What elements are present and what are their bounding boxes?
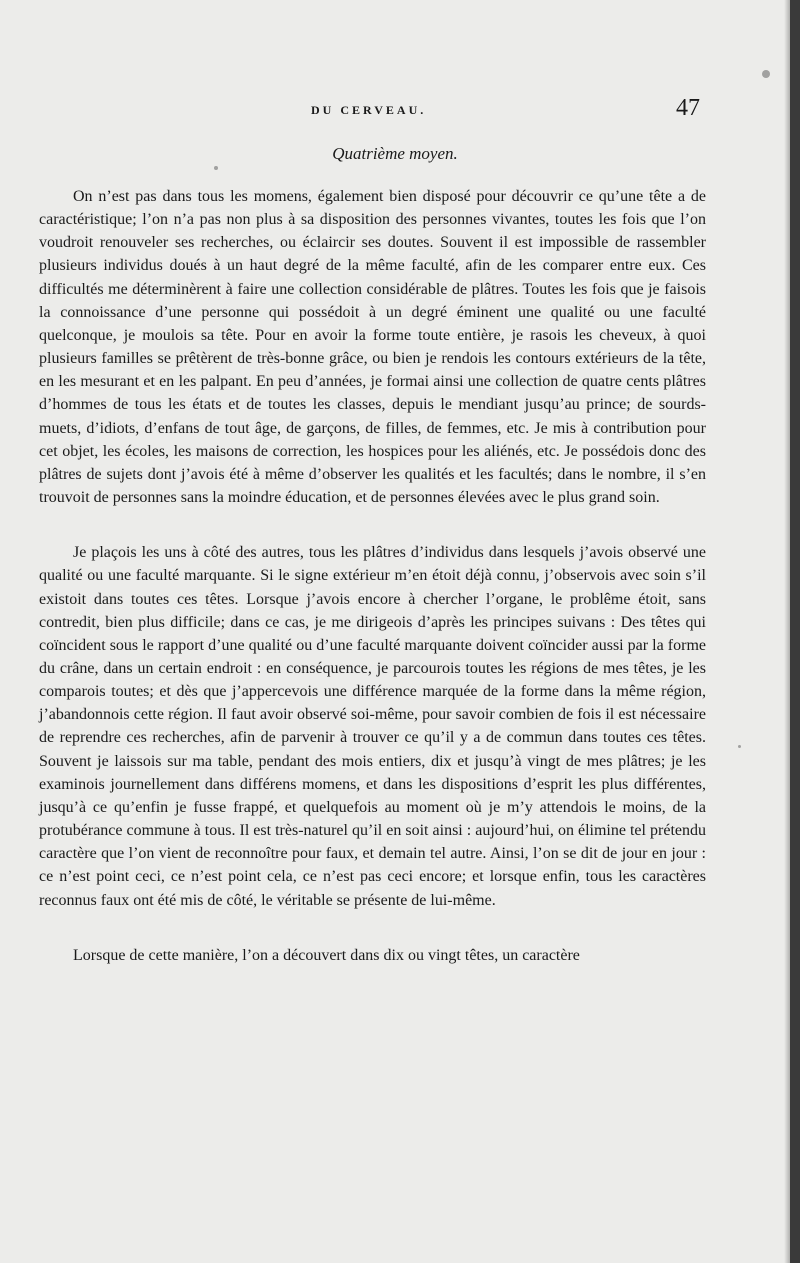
paper-speck bbox=[214, 166, 218, 170]
page-edge-shadow bbox=[790, 0, 800, 1263]
paragraph: On n’est pas dans tous les momens, également bien disposé pour découvrir ce qu’une tête a de caractéristique; l’on n’a pas non plus à sa disposition des personnes vivantes, toutes les fois que l’on voudroit renouveler ses recherches, ou éclaircir ses doutes. Souvent il est impossible de rassembler plusieurs individus doués à un haut degré de la même faculté, afin de les comparer entre eux. Ces difficultés me déterminèrent à faire une collection considérable de plâtres. Toutes les fois que je faisois la connoissance d’une personne qui possédoit à un degré éminent une qualité ou une faculté quelconque, je moulois sa tête. Pour en avoir la forme toute entière, je rasois les cheveux, à quoi plusieurs familles se prêtèrent de très-bonne grâce, ou bien je rendois les contours extérieurs de la tête, en les mesurant et en les palpant. En peu d’années, je formai ainsi une collection de quatre cents plâtres d’hommes de tous les états et de toutes les classes, depuis le mendiant jusqu’au prince; de sourds-muets, d’idiots, d’enfans de tout âge, de garçons, de filles, de femmes, etc. Je mis à contribution pour cet objet, les écoles, les maisons de correction, les hospices pour les aliénés, etc. Je possédois donc des plâtres de sujets dont j’avois été à même d’observer les qualités et les facultés; dans le nombre, il s’en trouvoit de personnes sans la moindre éducation, et de personnes élevées avec le plus grand soin. bbox=[39, 188, 706, 507]
paragraph: Lorsque de cette manière, l’on a découvert dans dix ou vingt têtes, un caractère bbox=[73, 946, 580, 964]
paragraph: Je plaçois les uns à côté des autres, tous les plâtres d’individus dans lesquels j’avois observé une qualité ou une faculté marquante. Si le signe extérieur m’en étoit déjà connu, j’observois avec soin s’il existoit dans toutes ces têtes. Lorsque j’avois encore à chercher l’organe, le problême étoit, sans contredit, bien plus difficile; dans ce cas, je me dirigeois d’après les principes suivans : Des têtes qui coïncident sous le rapport d’une qualité ou d’une faculté marquante doivent coïncider aussi par la forme du crâne, dans un certain endroit : en conséquence, je parcourois toutes les régions de mes têtes, je les comparois toutes; et dès que j’appercevois une différence marquée de la forme dans la même région, j’abandonnois cette région. Il faut avoir observé soi-même, pour savoir combien de fois il est nécessaire de reprendre ces recherches, afin de parvenir à trouver ce qu’il y a de commun dans toutes ces têtes. Souvent je laissois sur ma table, pendant des mois entiers, dix et jusqu’à vingt de mes plâtres; je les examinois journellement dans différens momens, et dans les dispositions d’esprit les plus différentes, jusqu’à ce qu’enfin je fusse frappé, et quelquefois au moment où je m’y attendois le moins, de la protubérance commune à tous. Il est très-naturel qu’il en soit ainsi : aujourd’hui, on élimine tel prétendu caractère que l’on vient de reconnoître pour faux, et demain tel autre. Ainsi, l’on se dit de jour en jour : ce n’est point ceci, ce n’est point cela, ce n’est pas ceci encore; et lorsque enfin, tous les caractères reconnus faux ont été mis de côté, le véritable se présente de lui-même. bbox=[39, 544, 706, 909]
section-title: Quatrième moyen. bbox=[332, 144, 458, 163]
body-text bbox=[39, 185, 706, 967]
paper-speck bbox=[738, 745, 741, 748]
running-head bbox=[0, 95, 790, 123]
running-title: DU CERVEAU. bbox=[311, 103, 427, 117]
paper-speck bbox=[762, 70, 770, 78]
page-number: 47 bbox=[676, 95, 700, 121]
